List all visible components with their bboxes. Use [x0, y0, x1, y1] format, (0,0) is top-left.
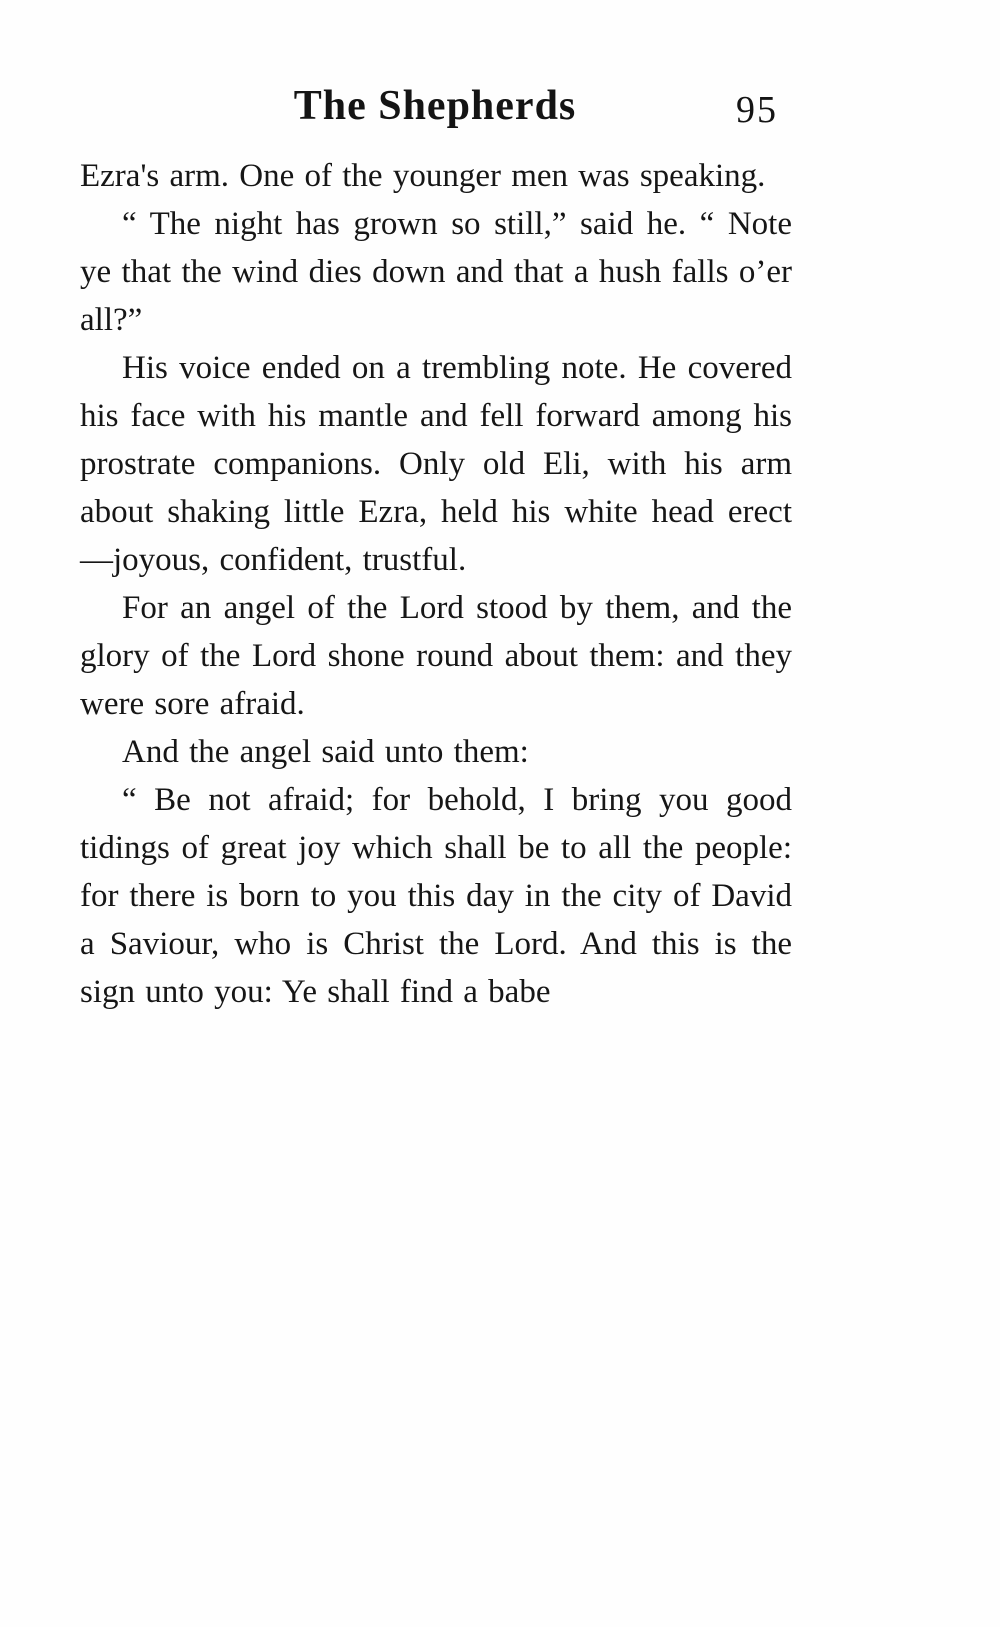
body-text — [80, 152, 792, 1016]
paragraph: Ezra's arm. One of the younger men was speaking. — [80, 158, 766, 194]
paragraph: “ The night has grown so still,” said he. “ Note ye that the wind dies down and that a hush falls o’er all?” — [80, 206, 792, 338]
paragraph: “ Be not afraid; for behold, I bring you good tidings of great joy which shall be to all the people: for there is born to you this day in the city of David a Saviour, who is Christ the Lord. And this is the sign unto you: Ye shall find a babe — [80, 782, 792, 1010]
page-number: 95 — [736, 89, 778, 131]
running-title: The Shepherds — [293, 83, 577, 129]
paragraph: For an angel of the Lord stood by them, and the glory of the Lord shone round about them: and they were sore afraid. — [80, 590, 792, 722]
page-header — [80, 82, 790, 138]
paragraph: And the angel said unto them: — [122, 734, 529, 770]
paragraph: His voice ended on a trembling note. He covered his face with his mantle and fell forward among his prostrate companions. Only old Eli, with his arm about shaking little Ezra, held his white head erect—joyous, confident, trustful. — [80, 350, 792, 578]
